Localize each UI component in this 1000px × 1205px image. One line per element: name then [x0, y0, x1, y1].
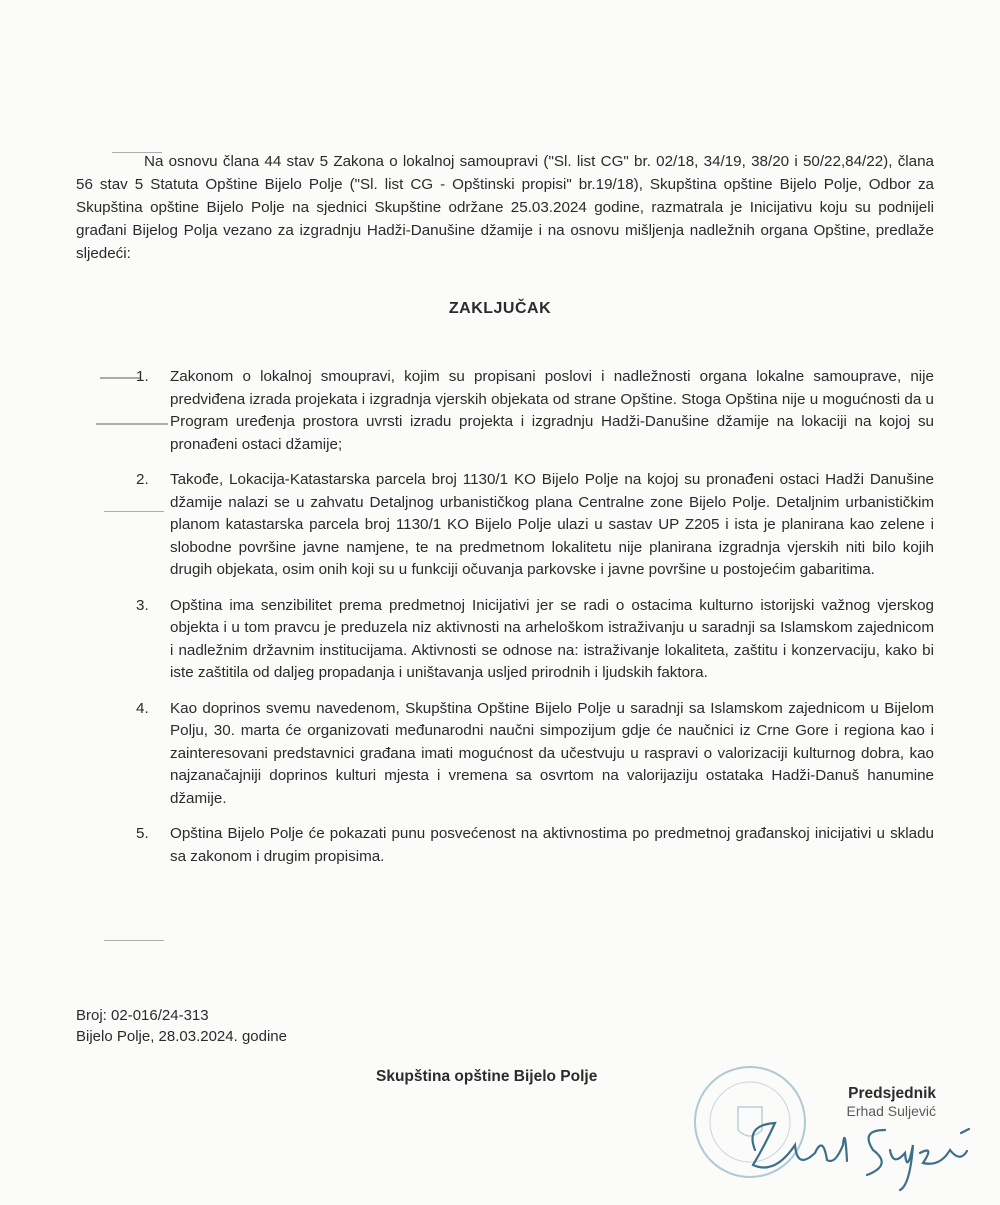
conclusion-item — [136, 595, 934, 685]
scan-artifact-line — [100, 377, 140, 379]
item-text: Kao doprinos svemu navedenom, Skupština Opštine Bijelo Polje u saradnji sa Islamskom zajednicom u Bijelom Polju, 30. marta će organizovati međunarodni naučni simpozijum gdje će naučnici iz Crne Gore i regiona kao i zainteresovani predstavnici građana imati mogućnost da učestvuju u raspravi o valorizaciji kulturnog dobra, kao najzanačajniji doprinos kulturi mjesta i vremena sa osvrtom na valorijaziju ostataka Hadži-Danuš hanumine džamije. — [170, 699, 934, 807]
document-reference — [76, 1005, 287, 1047]
place-date: Bijelo Polje, 28.03.2024. godine — [76, 1028, 287, 1045]
handwritten-signature-icon — [735, 1105, 975, 1195]
conclusion-item — [136, 366, 934, 456]
signatory-role: Predsjednik — [848, 1085, 936, 1102]
signatory-name: Erhad Suljević — [846, 1103, 936, 1119]
intro-paragraph: Na osnovu člana 44 stav 5 Zakona o lokalnoj samoupravi ("Sl. list CG" br. 02/18, 34/19, 38/20 i 50/22,84/22), člana 56 stav 5 Statuta Opštine Bijelo Polje ("Sl. list CG - Opštinski propisi" br.19/18), Skupština opštine Bijelo Polje, Odbor za Skupština opštine Bijelo Polje na sjednici Skupštine održane 25.03.2024 godine, razmatrala je Inicijativu koju su podnijeli građani Bijelog Polja vezano za izgradnju Hadži-Danušine džamije i na osnovu mišljenja nadležnih organa Opštine, predlaže sljedeći: — [76, 153, 934, 262]
conclusion-item — [136, 823, 934, 868]
item-number: 4. — [136, 699, 149, 717]
item-number: 1. — [136, 368, 149, 385]
document-title: ZAKLJUČAK — [448, 300, 552, 317]
item-text: Zakonom o lokalnoj smoupravi, kojim su propisani poslovi i nadležnosti organa lokalne samouprave, nije predviđena izrada projekata i izgradnja vjerskih objekata od strane Opštine. Stoga Opština nije u mogućnosti da u Program uređenja prostora uvrsti izradu projekta i izgradnju Hadži-Danušine džamije na lokaciji na kojoj su pronađeni ostaci džamije; — [170, 368, 934, 453]
conclusion-item — [136, 698, 934, 811]
conclusion-list — [136, 366, 934, 868]
item-number: 5. — [136, 825, 149, 842]
conclusion-item — [136, 469, 934, 582]
item-number: 3. — [136, 596, 149, 614]
document-number: Broj: 02-016/24-313 — [76, 1007, 209, 1024]
scan-artifact-line — [104, 940, 164, 941]
issuing-body: Skupština opštine Bijelo Polje — [376, 1068, 598, 1085]
item-text: Opština ima senzibilitet prema predmetnoj Inicijativi jer se radi o ostacima kulturno istorijski važnog vjerskog objekta i u tom pravcu je preduzela niz aktivnosti na arheloškom istraživanju u saradnji sa Islamskom zajednicom i nadležnim državnim institucijama. Aktivnosti se odnose na: istraživanje lokaliteta, zaštitu i konzervaciju, kako bi iste zaštitila od daljeg propadanja i uništavanja usljed prirodnih i ljudskih faktora. — [170, 596, 934, 681]
item-text: Takođe, Lokacija-Katastarska parcela broj 1130/1 KO Bijelo Polje na kojoj su pronađeni ostaci Hadži Danušine džamije nalazi se u zahvatu Detaljnog urbanističkog plana Centralne zone Bijelo Polje. Detaljnim urbanističkim planom katastarska parcela broj 1130/1 KO Bijelo Polje ulazi u sastav UP Z205 i ista je planirana kao zelene i slobodne površine javne namjene, te na predmetnom lokalitetu nije planirana izgradnja vjerskih niti bilo kojih drugih objekata, osim onih koji su u funkciji očuvanja parkovske i javne površine u postojećim gabaritima. — [170, 471, 934, 578]
item-number: 2. — [136, 471, 149, 488]
item-text: Opština Bijelo Polje će pokazati punu posvećenost na aktivnostima po predmetnoj građanskoj inicijativi u skladu sa zakonom i drugim propisima. — [170, 825, 934, 865]
